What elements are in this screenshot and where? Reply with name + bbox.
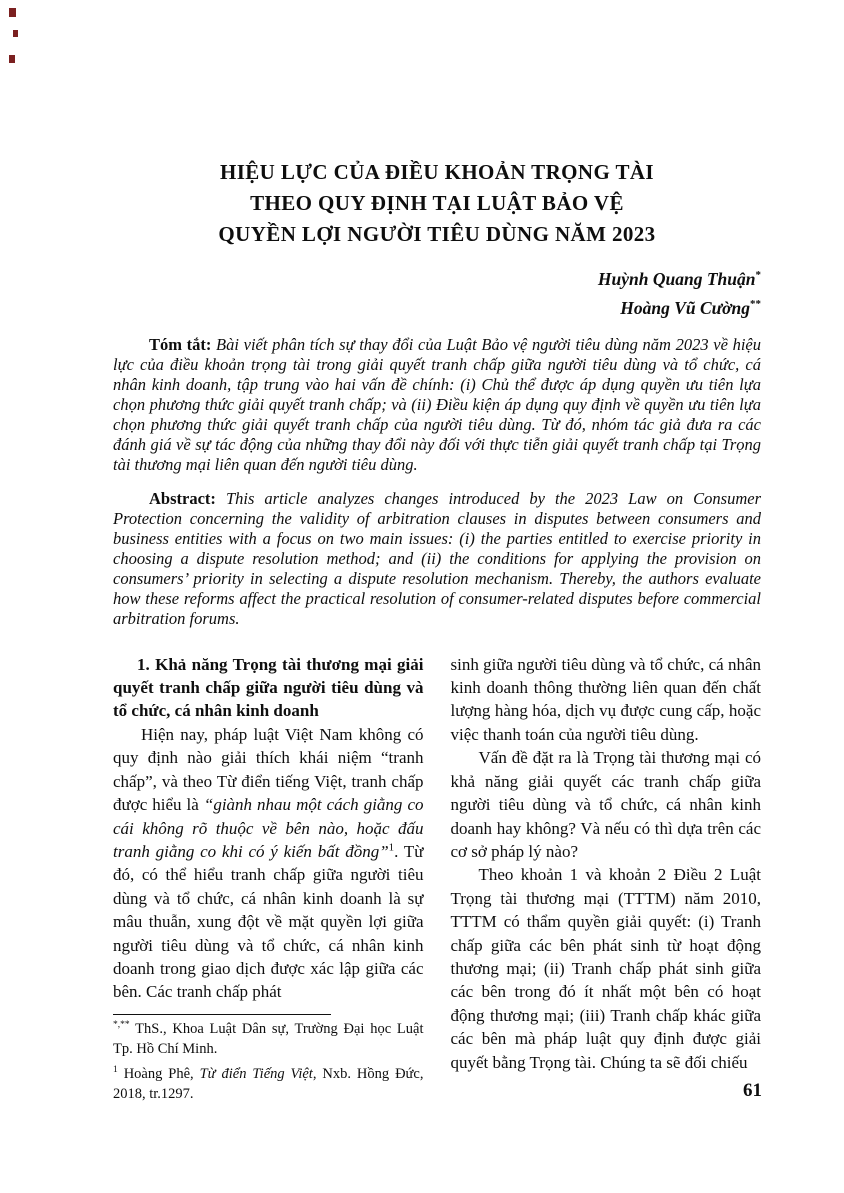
author-1 <box>113 263 761 292</box>
footnote-separator <box>113 1014 331 1015</box>
footnote-1-marker: 1 <box>113 1064 118 1075</box>
dictionary-quote: “giành nhau một cách giằng co cái không rõ thuộc về bên nào, hoặc đấu tranh giằng co khi có ý kiến bất đồng” <box>113 795 424 861</box>
right-column <box>451 653 762 1105</box>
abstract-vi-text: Bài viết phân tích sự thay đổi của Luật Bảo vệ người tiêu dùng năm 2023 về hiệu lực của điều khoản trọng tài trong giải quyết tranh chấp giữa người tiêu dùng và tổ chức, cá nhân kinh doanh, tập trung vào hai vấn đề chính: (i) Chủ thể được áp dụng quyền ưu tiên lựa chọn phương thức giải quyết tranh chấp; và (ii) Điều kiện áp dụng quy định về quyền ưu tiên lựa chọn phương thức giải quyết tranh chấp của người tiêu dùng. Từ đó, nhóm tác giả đưa ra các đánh giá về sự tác động của những thay đổi này đối với thực tiễn giải quyết tranh chấp tại Trọng tài thương mại liên quan đến người tiêu dùng. <box>113 334 761 474</box>
author-2-marker: ** <box>750 297 761 310</box>
question-paragraph: Vấn đề đặt ra là Trọng tài thương mại có khả năng giải quyết các tranh chấp giữa người tiêu dùng và tổ chức, cá nhân kinh doanh hay không? Và nếu có thì dựa trên các cơ sở pháp lý nào? <box>450 748 761 861</box>
abstract-english <box>113 489 761 629</box>
page-number: 61 <box>743 1080 762 1101</box>
author-2-name: Hoàng Vũ Cường <box>620 297 750 318</box>
author-1-name: Huỳnh Quang Thuận <box>597 268 756 289</box>
section-1-heading: 1. Khả năng Trọng tài thương mại giải quyết tranh chấp giữa người tiêu dùng và tổ chức, cá nhân kinh doanh <box>113 654 424 721</box>
two-column-body <box>113 653 761 1105</box>
affiliation-text: ThS., Khoa Luật Dân sự, Trường Đại học Luật Tp. Hồ Chí Minh. <box>113 1020 424 1058</box>
footnote-1-pre: Hoàng Phê, <box>123 1065 200 1082</box>
article-title <box>113 157 761 250</box>
author-2 <box>113 292 761 321</box>
left-column <box>113 653 424 1105</box>
legal-basis-paragraph: Theo khoản 1 và khoản 2 Điều 2 Luật Trọng tài thương mại (TTTM) năm 2010, TTTM có thẩm quyền giải quyết: (i) Tranh chấp giữa các bên phát sinh từ hoạt động thương mại; (ii) Tranh chấp phát sinh giữa các bên trong đó ít nhất một bên có hoạt động thương mại; (iii) Tranh chấp khác giữa các bên mà pháp luật quy định được giải quyết bằng Trọng tài. Chúng ta sẽ đối chiếu <box>450 865 761 1072</box>
abstract-vietnamese <box>113 335 761 475</box>
footnote-affiliation <box>113 1019 424 1060</box>
paragraph-intro: Hiện nay, pháp luật Việt Nam không có quy định nào giải thích khái niệm “tranh chấp”, và theo Từ điển tiếng Việt, tranh chấp được hiểu là <box>113 724 424 815</box>
scan-artifact-mark <box>13 30 18 37</box>
footnote-1-reference: 1 <box>388 841 395 854</box>
footnote-1-book-title: Từ điển Tiếng Việt <box>199 1065 313 1082</box>
title-line-1: HIỆU LỰC CỦA ĐIỀU KHOẢN TRỌNG TÀI <box>219 160 655 184</box>
footnote-1 <box>113 1064 424 1105</box>
affiliation-marker: *,** <box>113 1019 130 1030</box>
paragraph-rest: . Từ đó, có thể hiểu tranh chấp giữa người tiêu dùng và tổ chức, cá nhân kinh doanh là sự mâu thuẫn, xung đột về mặt quyền lợi giữa người tiêu dùng và tổ chức, cá nhân kinh doanh trong giao dịch được xác lập giữa các bên. Các tranh chấp phát <box>113 841 424 1002</box>
continued-paragraph: sinh giữa người tiêu dùng và tổ chức, cá nhân kinh doanh thông thường liên quan đến chất lượng hàng hóa, dịch vụ được cung cấp, hoặc việc thanh toán của người tiêu dùng. <box>450 654 761 744</box>
page-content <box>113 0 761 1105</box>
author-1-marker: * <box>755 269 761 281</box>
abstract-vi-label: Tóm tắt: <box>149 334 212 354</box>
scan-artifact-mark <box>9 55 15 63</box>
authors-block <box>113 263 761 321</box>
title-line-2: THEO QUY ĐỊNH TẠI LUẬT BẢO VỆ <box>250 191 624 215</box>
abstract-en-text: This article analyzes changes introduced by the 2023 Law on Consumer Protection concerning the validity of arbitration clauses in disputes between consumers and business entities with a focus on two main issues: (i) the parties entitled to exercise priority in choosing a dispute resolution method; and (ii) the conditions for applying the provision on consumers’ priority in selecting a dispute resolution mechanism. Thereby, the authors evaluate how these reforms affect the practical resolution of consumer-related disputes before commercial arbitration forums. <box>113 488 761 628</box>
section-1-paragraph <box>113 723 424 1004</box>
footnote-1-post: , Nxb. Hồng Đức, 2018, tr.1297. <box>113 1065 424 1103</box>
abstract-en-label: Abstract: <box>149 488 216 508</box>
scan-artifact-mark <box>9 8 16 17</box>
title-line-3: QUYỀN LỢI NGƯỜI TIÊU DÙNG NĂM 2023 <box>218 222 656 246</box>
